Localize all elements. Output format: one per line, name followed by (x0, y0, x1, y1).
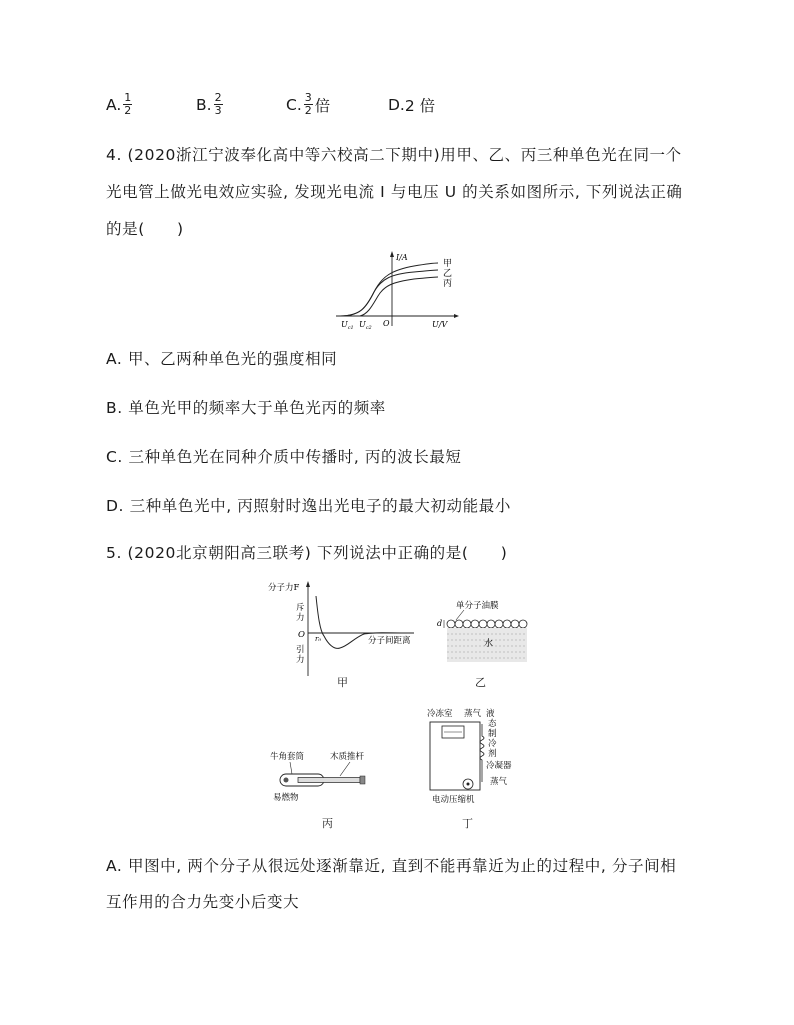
vapor-bottom-label: 蒸气 (490, 777, 508, 787)
caption-bing: 丙 (322, 817, 333, 830)
origin-label: O (383, 319, 390, 328)
x-axis-label: U/V (432, 320, 448, 329)
fire-piston-figure (270, 748, 390, 808)
wooden-rod (298, 778, 360, 783)
curve-label-yi: 乙 (443, 269, 453, 279)
attraction-label-2: 力 (296, 655, 305, 665)
d-label: d (437, 619, 443, 628)
caption-ding: 丁 (462, 817, 473, 830)
curve-label-bing: 丙 (443, 279, 453, 289)
rod-label: 木质推杆 (330, 752, 365, 762)
q5-option-a-line2: 互作用的合力先变小后变大 (106, 893, 300, 911)
x-axis-arrow (454, 314, 459, 318)
horn-label: 牛角套筒 (270, 752, 305, 762)
q5-option-a-line1: A. 甲图中, 两个分子从很远处逐渐靠近, 直到不能再靠近为止的过程中, 分子间相 (106, 857, 677, 875)
rod-pointer (340, 762, 350, 776)
uc1-label: $U_{c1}$ (341, 320, 354, 330)
force-origin-label: O (298, 630, 305, 640)
repulsion-label-2: 力 (296, 613, 305, 623)
q4-option-b: B. 单色光甲的频率大于单色光丙的频率 (106, 399, 386, 417)
q4-option-c: C. 三种单色光在同种介质中传播时, 丙的波长最短 (106, 448, 462, 466)
q4-stem-line3: 的是( ) (106, 220, 184, 238)
fuel-dot (284, 778, 289, 783)
option-b-prev: B. $\frac{2}{3}$ (196, 91, 222, 117)
oil-film-figure (436, 598, 536, 668)
q4-option-a: A. 甲、乙两种单色光的强度相同 (106, 350, 338, 368)
caption-jia: 甲 (337, 676, 348, 689)
uc2-label: $U_{c2}$ (359, 320, 372, 330)
refrigerator-figure (424, 706, 524, 806)
photocurrent-voltage-graph (330, 248, 465, 330)
vapor-top-label: 蒸气 (464, 709, 482, 719)
repulsion-label-1: 斥 (296, 603, 305, 613)
q4-stem-line1: 4. (2020浙江宁波奉化高中等六校高二下期中)用甲、乙、丙三种单色光在同一个 (106, 146, 682, 164)
distance-axis-label: 分子间距离 (368, 636, 411, 646)
caption-yi: 乙 (475, 676, 486, 689)
condenser-coil (480, 724, 484, 782)
q4-stem-line2: 光电管上做光电效应实验, 发现光电流 I 与电压 U 的关系如图所示, 下列说法正确 (106, 183, 683, 201)
liquid-label-5: 剂 (488, 749, 497, 759)
option-d-prev: D. 2 倍 (388, 96, 436, 115)
force-y-arrow (306, 581, 310, 587)
r0-label: r₀ (315, 635, 322, 643)
compressor-center (467, 783, 470, 786)
water-label: 水 (484, 639, 494, 649)
condenser-label: 冷凝器 (486, 761, 512, 771)
curve-label-jia: 甲 (443, 259, 453, 269)
oil-film-label: 单分子油膜 (456, 601, 499, 611)
liquid-label-1: 液 (486, 709, 495, 719)
y-axis-arrow (390, 251, 394, 257)
liquid-label-3: 制 (488, 729, 497, 739)
option-c-prev: C. $\frac{3}{2}$ 倍 (286, 91, 331, 117)
liquid-label-4: 冷 (488, 739, 497, 749)
liquid-label-2: 态 (488, 719, 497, 729)
y-axis-label: I/A (396, 253, 408, 262)
compressor-label: 电动压缩机 (432, 795, 475, 805)
rod-end (360, 776, 365, 784)
q4-option-d: D. 三种单色光中, 丙照射时逸出光电子的最大初动能最小 (106, 497, 511, 515)
force-axis-label: 分子力F (268, 583, 300, 593)
fraction: $\frac{3}{2}$ (304, 91, 312, 117)
horn-pointer (290, 762, 292, 774)
fraction: $\frac{2}{3}$ (214, 91, 222, 117)
freezer-label: 冷冻室 (427, 709, 453, 719)
q5-stem: 5. (2020北京朝阳高三联考) 下列说法中正确的是( ) (106, 544, 508, 562)
molecular-force-graph (258, 576, 418, 686)
curve-yi (340, 270, 438, 316)
option-a-prev: A. $\frac{1}{2}$ (106, 91, 132, 117)
fraction: $\frac{1}{2}$ (124, 91, 132, 117)
attraction-label-1: 引 (296, 645, 305, 655)
molecule-row (447, 620, 527, 628)
fuel-label: 易燃物 (273, 793, 299, 803)
oil-film-pointer (456, 610, 464, 620)
